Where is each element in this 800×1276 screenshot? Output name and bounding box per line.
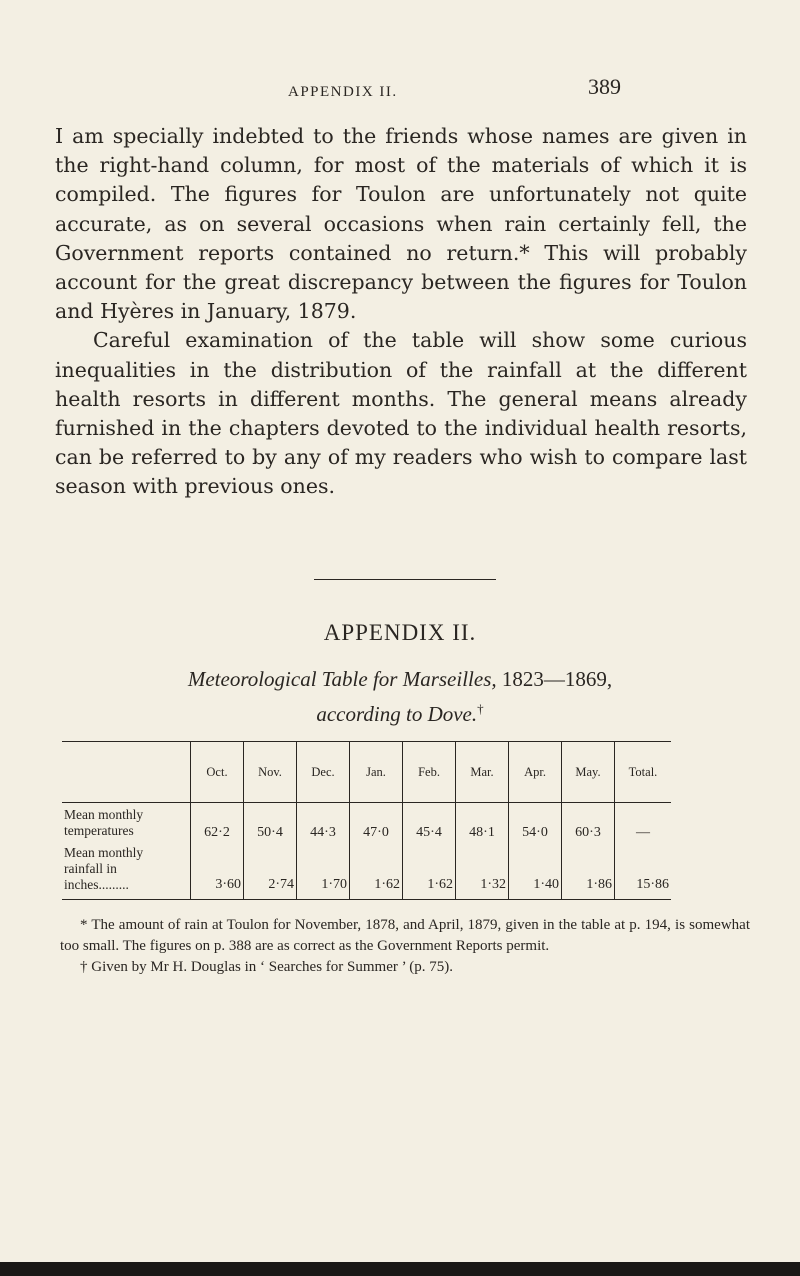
table-cell: 1·70 bbox=[297, 845, 350, 900]
page-header bbox=[0, 72, 800, 112]
table-cell: 3·60 bbox=[191, 845, 244, 900]
meteorological-table-wrapper bbox=[62, 741, 671, 900]
meteorological-table bbox=[62, 741, 671, 900]
header-blank-cell bbox=[62, 742, 191, 803]
row-label-rainfall bbox=[62, 845, 191, 900]
col-header-apr: Apr. bbox=[509, 742, 562, 803]
caption-italic-part-1: Meteorological Table for Marseilles, bbox=[187, 667, 497, 691]
table-cell: 54·0 bbox=[509, 803, 562, 846]
caption-italic-part-2: according to Dove. bbox=[316, 702, 478, 726]
footnote-rain-toulon: * The amount of rain at Toulon for November, 1878, and April, 1879, given in the table at p. 194, is somewhat too small. The figures on p. 388 are as correct as the Government Reports permit. bbox=[60, 917, 750, 954]
table-caption bbox=[0, 664, 800, 729]
table-cell: 47·0 bbox=[350, 803, 403, 846]
table-cell: 1·86 bbox=[562, 845, 615, 900]
table-cell: 1·40 bbox=[509, 845, 562, 900]
table-cell: 1·62 bbox=[350, 845, 403, 900]
table-cell: 48·1 bbox=[456, 803, 509, 846]
paragraph-2: Careful examination of the table will show some curious inequalities in the distribution of the rainfall at the different health resorts in different months. The general means already furnished in the chapters devoted to the individual health resorts, can be referred to by any of my readers who wish to compare last season with previous ones. bbox=[55, 328, 747, 499]
col-header-mar: Mar. bbox=[456, 742, 509, 803]
table-row bbox=[62, 845, 671, 900]
table-cell: 45·4 bbox=[403, 803, 456, 846]
col-header-dec: Dec. bbox=[297, 742, 350, 803]
col-header-jan: Jan. bbox=[350, 742, 403, 803]
col-header-nov: Nov. bbox=[244, 742, 297, 803]
row-label-line: inches......... bbox=[64, 877, 129, 892]
table-cell: 2·74 bbox=[244, 845, 297, 900]
section-divider bbox=[314, 579, 496, 580]
row-label-line: temperatures bbox=[64, 823, 134, 838]
table-cell: — bbox=[615, 803, 672, 846]
appendix-title: APPENDIX II. bbox=[323, 620, 477, 645]
body-text bbox=[55, 122, 747, 502]
running-head: APPENDIX II. bbox=[288, 84, 398, 100]
row-label-line: Mean monthly bbox=[64, 807, 144, 822]
page-bottom-edge bbox=[0, 1262, 800, 1276]
table-row bbox=[62, 803, 671, 846]
row-label-temperatures bbox=[62, 803, 191, 846]
caption-dagger: † bbox=[477, 701, 484, 716]
col-header-may: May. bbox=[562, 742, 615, 803]
row-label-line: rainfall in bbox=[64, 861, 117, 876]
col-header-total: Total. bbox=[615, 742, 672, 803]
row-label-line: Mean monthly bbox=[64, 845, 144, 860]
table-cell: 1·62 bbox=[403, 845, 456, 900]
caption-years: 1823—1869, bbox=[496, 667, 613, 691]
table-header-row bbox=[62, 742, 671, 803]
table-cell: 62·2 bbox=[191, 803, 244, 846]
table-cell: 44·3 bbox=[297, 803, 350, 846]
table-cell: 50·4 bbox=[244, 803, 297, 846]
table-cell: 15·86 bbox=[615, 845, 672, 900]
table-cell: 60·3 bbox=[562, 803, 615, 846]
footnote-dove-source: † Given by Mr H. Douglas in ‘ Searches for Summer ’ (p. 75). bbox=[80, 959, 453, 975]
footnotes bbox=[60, 915, 750, 978]
col-header-oct: Oct. bbox=[191, 742, 244, 803]
page-number: 389 bbox=[588, 74, 621, 99]
col-header-feb: Feb. bbox=[403, 742, 456, 803]
table-cell: 1·32 bbox=[456, 845, 509, 900]
paragraph-1: I am specially indebted to the friends whose names are given in the right-hand column, for most of the materials of which it is compiled. The figures for Toulon are unfortunately not quite accurate, as on several occasions when rain certainly fell, the Government reports contained no return.* This will probably account for the great discrepancy between the figures for Toulon and Hyères in January, 1879. bbox=[55, 124, 747, 324]
